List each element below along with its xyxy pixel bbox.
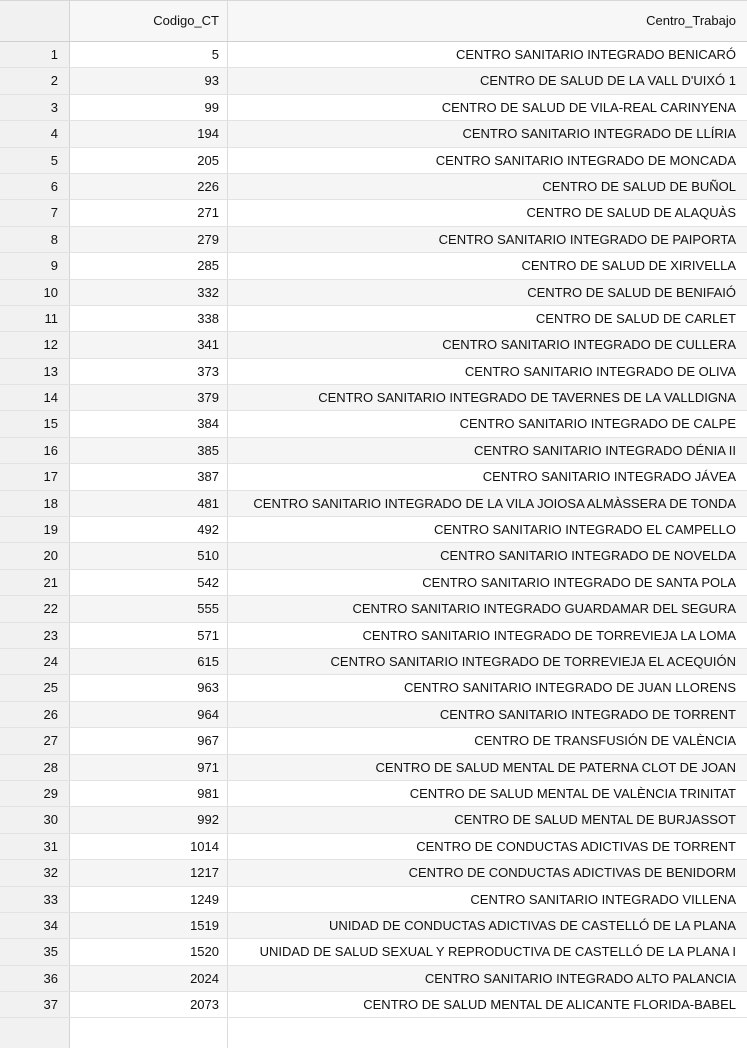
row-index-cell <box>0 1018 70 1048</box>
codigo-cell[interactable]: 510 <box>70 543 228 568</box>
codigo-cell[interactable]: 332 <box>70 280 228 305</box>
table-row[interactable] <box>0 148 747 174</box>
row-index-cell[interactable]: 4 <box>0 121 70 146</box>
table-row[interactable] <box>0 675 747 701</box>
row-index-cell[interactable]: 36 <box>0 966 70 991</box>
centro-cell[interactable]: CENTRO SANITARIO INTEGRADO VILLENA <box>470 891 736 907</box>
centro-cell[interactable]: CENTRO DE SALUD MENTAL DE PATERNA CLOT DE JOAN <box>228 755 747 780</box>
table-row[interactable] <box>0 913 747 939</box>
row-index-cell[interactable]: 25 <box>0 675 70 700</box>
codigo-cell[interactable]: 542 <box>70 570 228 595</box>
codigo-cell[interactable]: 226 <box>70 174 228 199</box>
codigo-cell[interactable]: 967 <box>70 728 228 753</box>
centro-cell[interactable]: CENTRO SANITARIO INTEGRADO DE CULLERA <box>228 332 747 357</box>
table-body <box>0 42 747 1018</box>
table-row[interactable] <box>0 174 747 200</box>
centro-cell[interactable]: CENTRO SANITARIO INTEGRADO EL CAMPELLO <box>434 522 736 538</box>
codigo-cell[interactable]: 492 <box>70 517 228 542</box>
row-index-cell[interactable]: 35 <box>0 939 70 964</box>
row-index-cell[interactable]: 33 <box>0 887 70 912</box>
row-index-cell[interactable]: 32 <box>0 860 70 885</box>
table-row[interactable] <box>0 411 747 437</box>
table-tail <box>0 1018 747 1048</box>
row-index-cell[interactable]: 12 <box>0 332 70 357</box>
centro-cell[interactable]: CENTRO DE SALUD DE VILA-REAL CARINYENA <box>441 99 736 115</box>
row-index-cell[interactable]: 23 <box>0 623 70 648</box>
row-index-cell[interactable]: 18 <box>0 491 70 516</box>
table-row[interactable] <box>0 359 747 385</box>
codigo-cell[interactable]: 1217 <box>70 860 228 885</box>
centro-cell[interactable]: CENTRO SANITARIO INTEGRADO DE MONCADA <box>435 152 736 168</box>
codigo-cell[interactable]: 341 <box>70 332 228 357</box>
centro-cell[interactable]: CENTRO SANITARIO INTEGRADO DE TAVERNES DE LA VALLDIGNA <box>228 385 747 410</box>
codigo-cell[interactable]: 981 <box>70 781 228 806</box>
centro-cell[interactable]: CENTRO SANITARIO INTEGRADO DE TORRENT <box>228 702 747 727</box>
row-index-cell[interactable]: 5 <box>0 148 70 173</box>
table-row[interactable] <box>0 438 747 464</box>
centro-cell[interactable]: CENTRO DE SALUD MENTAL DE VALÈNCIA TRINITAT <box>409 785 736 801</box>
row-index-cell[interactable]: 11 <box>0 306 70 331</box>
table-row[interactable] <box>0 517 747 543</box>
centro-cell[interactable]: CENTRO SANITARIO INTEGRADO DE CALPE <box>459 416 736 432</box>
row-index-cell[interactable]: 9 <box>0 253 70 278</box>
table-row[interactable] <box>0 887 747 913</box>
centro-cell[interactable]: CENTRO DE SALUD DE XIRIVELLA <box>521 258 736 274</box>
column-header-centro-trabajo[interactable]: Centro_Trabajo <box>228 1 747 41</box>
codigo-cell[interactable]: 481 <box>70 491 228 516</box>
row-index-cell[interactable]: 28 <box>0 755 70 780</box>
centro-cell[interactable]: CENTRO DE SALUD DE BUÑOL <box>228 174 747 199</box>
centro-cell[interactable]: CENTRO SANITARIO INTEGRADO DE OLIVA <box>464 363 736 379</box>
centro-cell[interactable]: CENTRO DE SALUD DE LA VALL D'UIXÓ 1 <box>228 68 747 93</box>
codigo-cell[interactable]: 385 <box>70 438 228 463</box>
codigo-cell[interactable]: 387 <box>70 464 228 489</box>
row-index-cell[interactable]: 13 <box>0 359 70 384</box>
centro-cell[interactable]: CENTRO SANITARIO INTEGRADO GUARDAMAR DEL SEGURA <box>228 596 747 621</box>
row-index-cell[interactable]: 34 <box>0 913 70 938</box>
codigo-cell[interactable]: 555 <box>70 596 228 621</box>
row-index-cell[interactable]: 6 <box>0 174 70 199</box>
codigo-cell[interactable]: 93 <box>70 68 228 93</box>
column-header-codigo-ct[interactable]: Codigo_CT <box>70 1 228 41</box>
row-index-cell[interactable]: 30 <box>0 807 70 832</box>
codigo-cell[interactable]: 1519 <box>70 913 228 938</box>
table-row[interactable] <box>0 781 747 807</box>
table-row[interactable] <box>0 939 747 965</box>
table-row[interactable] <box>0 464 747 490</box>
centro-cell[interactable]: CENTRO SANITARIO INTEGRADO BENICARÓ <box>455 47 736 62</box>
table-row[interactable] <box>0 280 747 306</box>
codigo-cell[interactable]: 971 <box>70 755 228 780</box>
codigo-cell[interactable]: 338 <box>70 306 228 331</box>
centro-cell[interactable]: CENTRO SANITARIO INTEGRADO DE JUAN LLORENS <box>403 680 736 696</box>
codigo-cell[interactable]: 205 <box>70 148 228 173</box>
centro-cell[interactable]: CENTRO SANITARIO INTEGRADO JÁVEA <box>482 469 736 485</box>
codigo-cell <box>70 1018 228 1048</box>
centro-cell[interactable]: CENTRO SANITARIO INTEGRADO DE TORREVIEJA EL ACEQUIÓN <box>228 649 747 674</box>
codigo-cell[interactable]: 373 <box>70 359 228 384</box>
table-row[interactable] <box>0 966 747 992</box>
row-index-cell[interactable]: 21 <box>0 570 70 595</box>
row-index-cell[interactable]: 27 <box>0 728 70 753</box>
codigo-cell[interactable]: 2073 <box>70 992 228 1017</box>
row-index-cell[interactable]: 8 <box>0 227 70 252</box>
table-row[interactable] <box>0 596 747 622</box>
codigo-cell[interactable]: 279 <box>70 227 228 252</box>
table-row[interactable] <box>0 121 747 147</box>
row-index-cell[interactable]: 10 <box>0 280 70 305</box>
table-row[interactable] <box>0 491 747 517</box>
row-index-cell[interactable]: 31 <box>0 834 70 859</box>
row-index-cell[interactable]: 16 <box>0 438 70 463</box>
table-row[interactable] <box>0 755 747 781</box>
codigo-cell[interactable]: 5 <box>70 42 228 67</box>
table-row[interactable] <box>0 623 747 649</box>
codigo-cell[interactable]: 379 <box>70 385 228 410</box>
codigo-cell[interactable]: 271 <box>70 200 228 225</box>
centro-cell[interactable]: CENTRO SANITARIO INTEGRADO DÉNIA II <box>228 438 747 463</box>
table-row[interactable] <box>0 227 747 253</box>
centro-cell[interactable]: CENTRO SANITARIO INTEGRADO DE SANTA POLA <box>422 574 736 590</box>
row-index-cell[interactable]: 17 <box>0 464 70 489</box>
table-row[interactable] <box>0 649 747 675</box>
centro-cell[interactable]: CENTRO DE SALUD MENTAL DE ALICANTE FLORIDA-BABEL <box>363 997 736 1013</box>
table-row[interactable] <box>0 834 747 860</box>
row-index-cell[interactable]: 14 <box>0 385 70 410</box>
centro-cell[interactable]: CENTRO DE CONDUCTAS ADICTIVAS DE TORRENT <box>416 838 736 854</box>
row-index-header[interactable] <box>0 1 70 41</box>
row-index-cell[interactable]: 7 <box>0 200 70 225</box>
centro-cell[interactable]: CENTRO DE SALUD DE BENIFAIÓ <box>228 280 747 305</box>
centro-cell <box>228 1018 747 1048</box>
row-index-cell[interactable]: 24 <box>0 649 70 674</box>
table-row[interactable] <box>0 200 747 226</box>
table-header <box>0 0 747 42</box>
codigo-cell[interactable]: 194 <box>70 121 228 146</box>
row-index-cell[interactable]: 19 <box>0 517 70 542</box>
table-row[interactable] <box>0 807 747 833</box>
centro-cell[interactable]: CENTRO DE SALUD DE CARLET <box>535 310 736 326</box>
codigo-cell[interactable]: 1249 <box>70 887 228 912</box>
codigo-cell[interactable]: 571 <box>70 623 228 648</box>
table-row[interactable] <box>0 860 747 886</box>
row-index-cell[interactable]: 37 <box>0 992 70 1017</box>
row-index-cell[interactable]: 29 <box>0 781 70 806</box>
centro-cell[interactable]: CENTRO DE CONDUCTAS ADICTIVAS DE BENIDORM <box>228 860 747 885</box>
codigo-cell[interactable]: 992 <box>70 807 228 832</box>
table-row[interactable] <box>0 253 747 279</box>
row-index-cell[interactable]: 26 <box>0 702 70 727</box>
table-row[interactable] <box>0 68 747 94</box>
codigo-cell[interactable]: 285 <box>70 253 228 278</box>
codigo-cell[interactable]: 963 <box>70 675 228 700</box>
centro-cell[interactable]: CENTRO SANITARIO INTEGRADO DE NOVELDA <box>228 543 747 568</box>
centro-cell[interactable]: UNIDAD DE SALUD SEXUAL Y REPRODUCTIVA DE CASTELLÓ DE LA PLANA I <box>259 944 736 960</box>
table-row[interactable] <box>0 42 747 68</box>
centro-cell[interactable]: CENTRO SANITARIO INTEGRADO ALTO PALANCIA <box>228 966 747 991</box>
centro-cell[interactable]: CENTRO SANITARIO INTEGRADO DE LA VILA JOIOSA ALMÀSSERA DE TONDA <box>228 491 747 516</box>
table-row[interactable] <box>0 992 747 1018</box>
table-row[interactable] <box>0 385 747 411</box>
codigo-cell[interactable]: 384 <box>70 411 228 436</box>
centro-cell[interactable]: CENTRO SANITARIO INTEGRADO DE LLÍRIA <box>228 121 747 146</box>
row-index-cell[interactable]: 22 <box>0 596 70 621</box>
codigo-cell[interactable]: 2024 <box>70 966 228 991</box>
codigo-cell[interactable]: 964 <box>70 702 228 727</box>
centro-cell[interactable]: CENTRO SANITARIO INTEGRADO DE TORREVIEJA LA LOMA <box>362 627 736 643</box>
row-index-cell[interactable]: 3 <box>0 95 70 120</box>
row-index-cell[interactable]: 2 <box>0 68 70 93</box>
table-row[interactable] <box>0 728 747 754</box>
table-row[interactable] <box>0 306 747 332</box>
codigo-cell[interactable]: 1014 <box>70 834 228 859</box>
centro-cell[interactable]: CENTRO DE TRANSFUSIÓN DE VALÈNCIA <box>474 733 736 749</box>
centro-cell[interactable]: CENTRO DE SALUD DE ALAQUÀS <box>526 205 736 221</box>
table-row[interactable] <box>0 95 747 121</box>
table-row[interactable] <box>0 702 747 728</box>
row-index-cell[interactable]: 1 <box>0 42 70 67</box>
codigo-cell[interactable]: 615 <box>70 649 228 674</box>
centro-cell[interactable]: UNIDAD DE CONDUCTAS ADICTIVAS DE CASTELLÓ DE LA PLANA <box>228 913 747 938</box>
row-index-cell[interactable]: 15 <box>0 411 70 436</box>
table-row[interactable] <box>0 543 747 569</box>
codigo-cell[interactable]: 99 <box>70 95 228 120</box>
table-row[interactable] <box>0 332 747 358</box>
row-index-cell[interactable]: 20 <box>0 543 70 568</box>
centro-cell[interactable]: CENTRO DE SALUD MENTAL DE BURJASSOT <box>228 807 747 832</box>
centro-cell[interactable]: CENTRO SANITARIO INTEGRADO DE PAIPORTA <box>228 227 747 252</box>
codigo-cell[interactable]: 1520 <box>70 939 228 964</box>
table-row[interactable] <box>0 570 747 596</box>
